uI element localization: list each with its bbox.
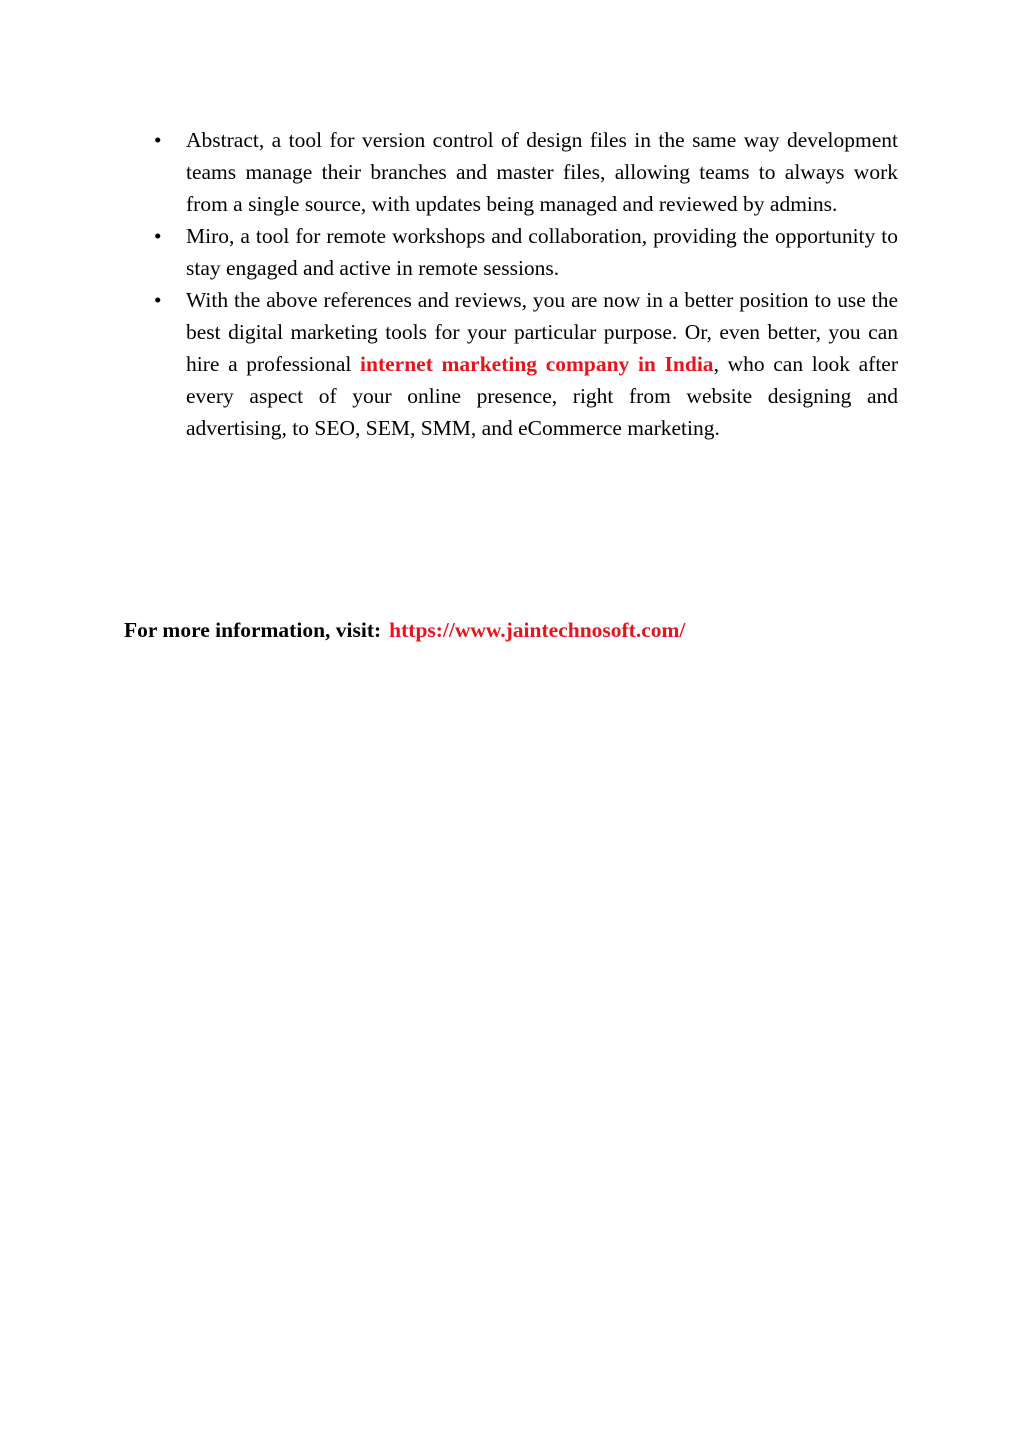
bullet-icon: • xyxy=(154,288,162,312)
more-info-label: For more information, visit: xyxy=(124,618,382,642)
bullet-text-miro: Miro, a tool for remote workshops and collaboration, providing the opportunity to stay engaged and active in remote sessions. xyxy=(186,224,898,280)
list-item xyxy=(150,220,898,284)
website-link[interactable]: https://www.jaintechnosoft.com/ xyxy=(389,618,686,642)
bullet-text-conclusion-end: , who can look after every aspect of your online presence, right from website designing and advertising, to SEO, SEM, SMM, and eCommerce marketing. xyxy=(186,352,899,440)
more-info-line xyxy=(124,614,685,646)
tools-bullet-list xyxy=(150,124,898,444)
bullet-icon: • xyxy=(154,128,162,152)
list-item xyxy=(150,124,898,220)
internet-marketing-link[interactable]: internet marketing company in India xyxy=(360,352,714,376)
bullet-text-conclusion-start: With the above references and reviews, you are now in a better position to use the best digital marketing tools for your particular purpose. Or, even better, you can hire a professional xyxy=(186,288,898,376)
bullet-text-abstract: Abstract, a tool for version control of design files in the same way development teams manage their branches and master files, allowing teams to always work from a single source, with updates being managed and reviewed by admins. xyxy=(186,128,898,216)
list-item xyxy=(150,284,898,444)
bullet-icon: • xyxy=(154,224,162,248)
